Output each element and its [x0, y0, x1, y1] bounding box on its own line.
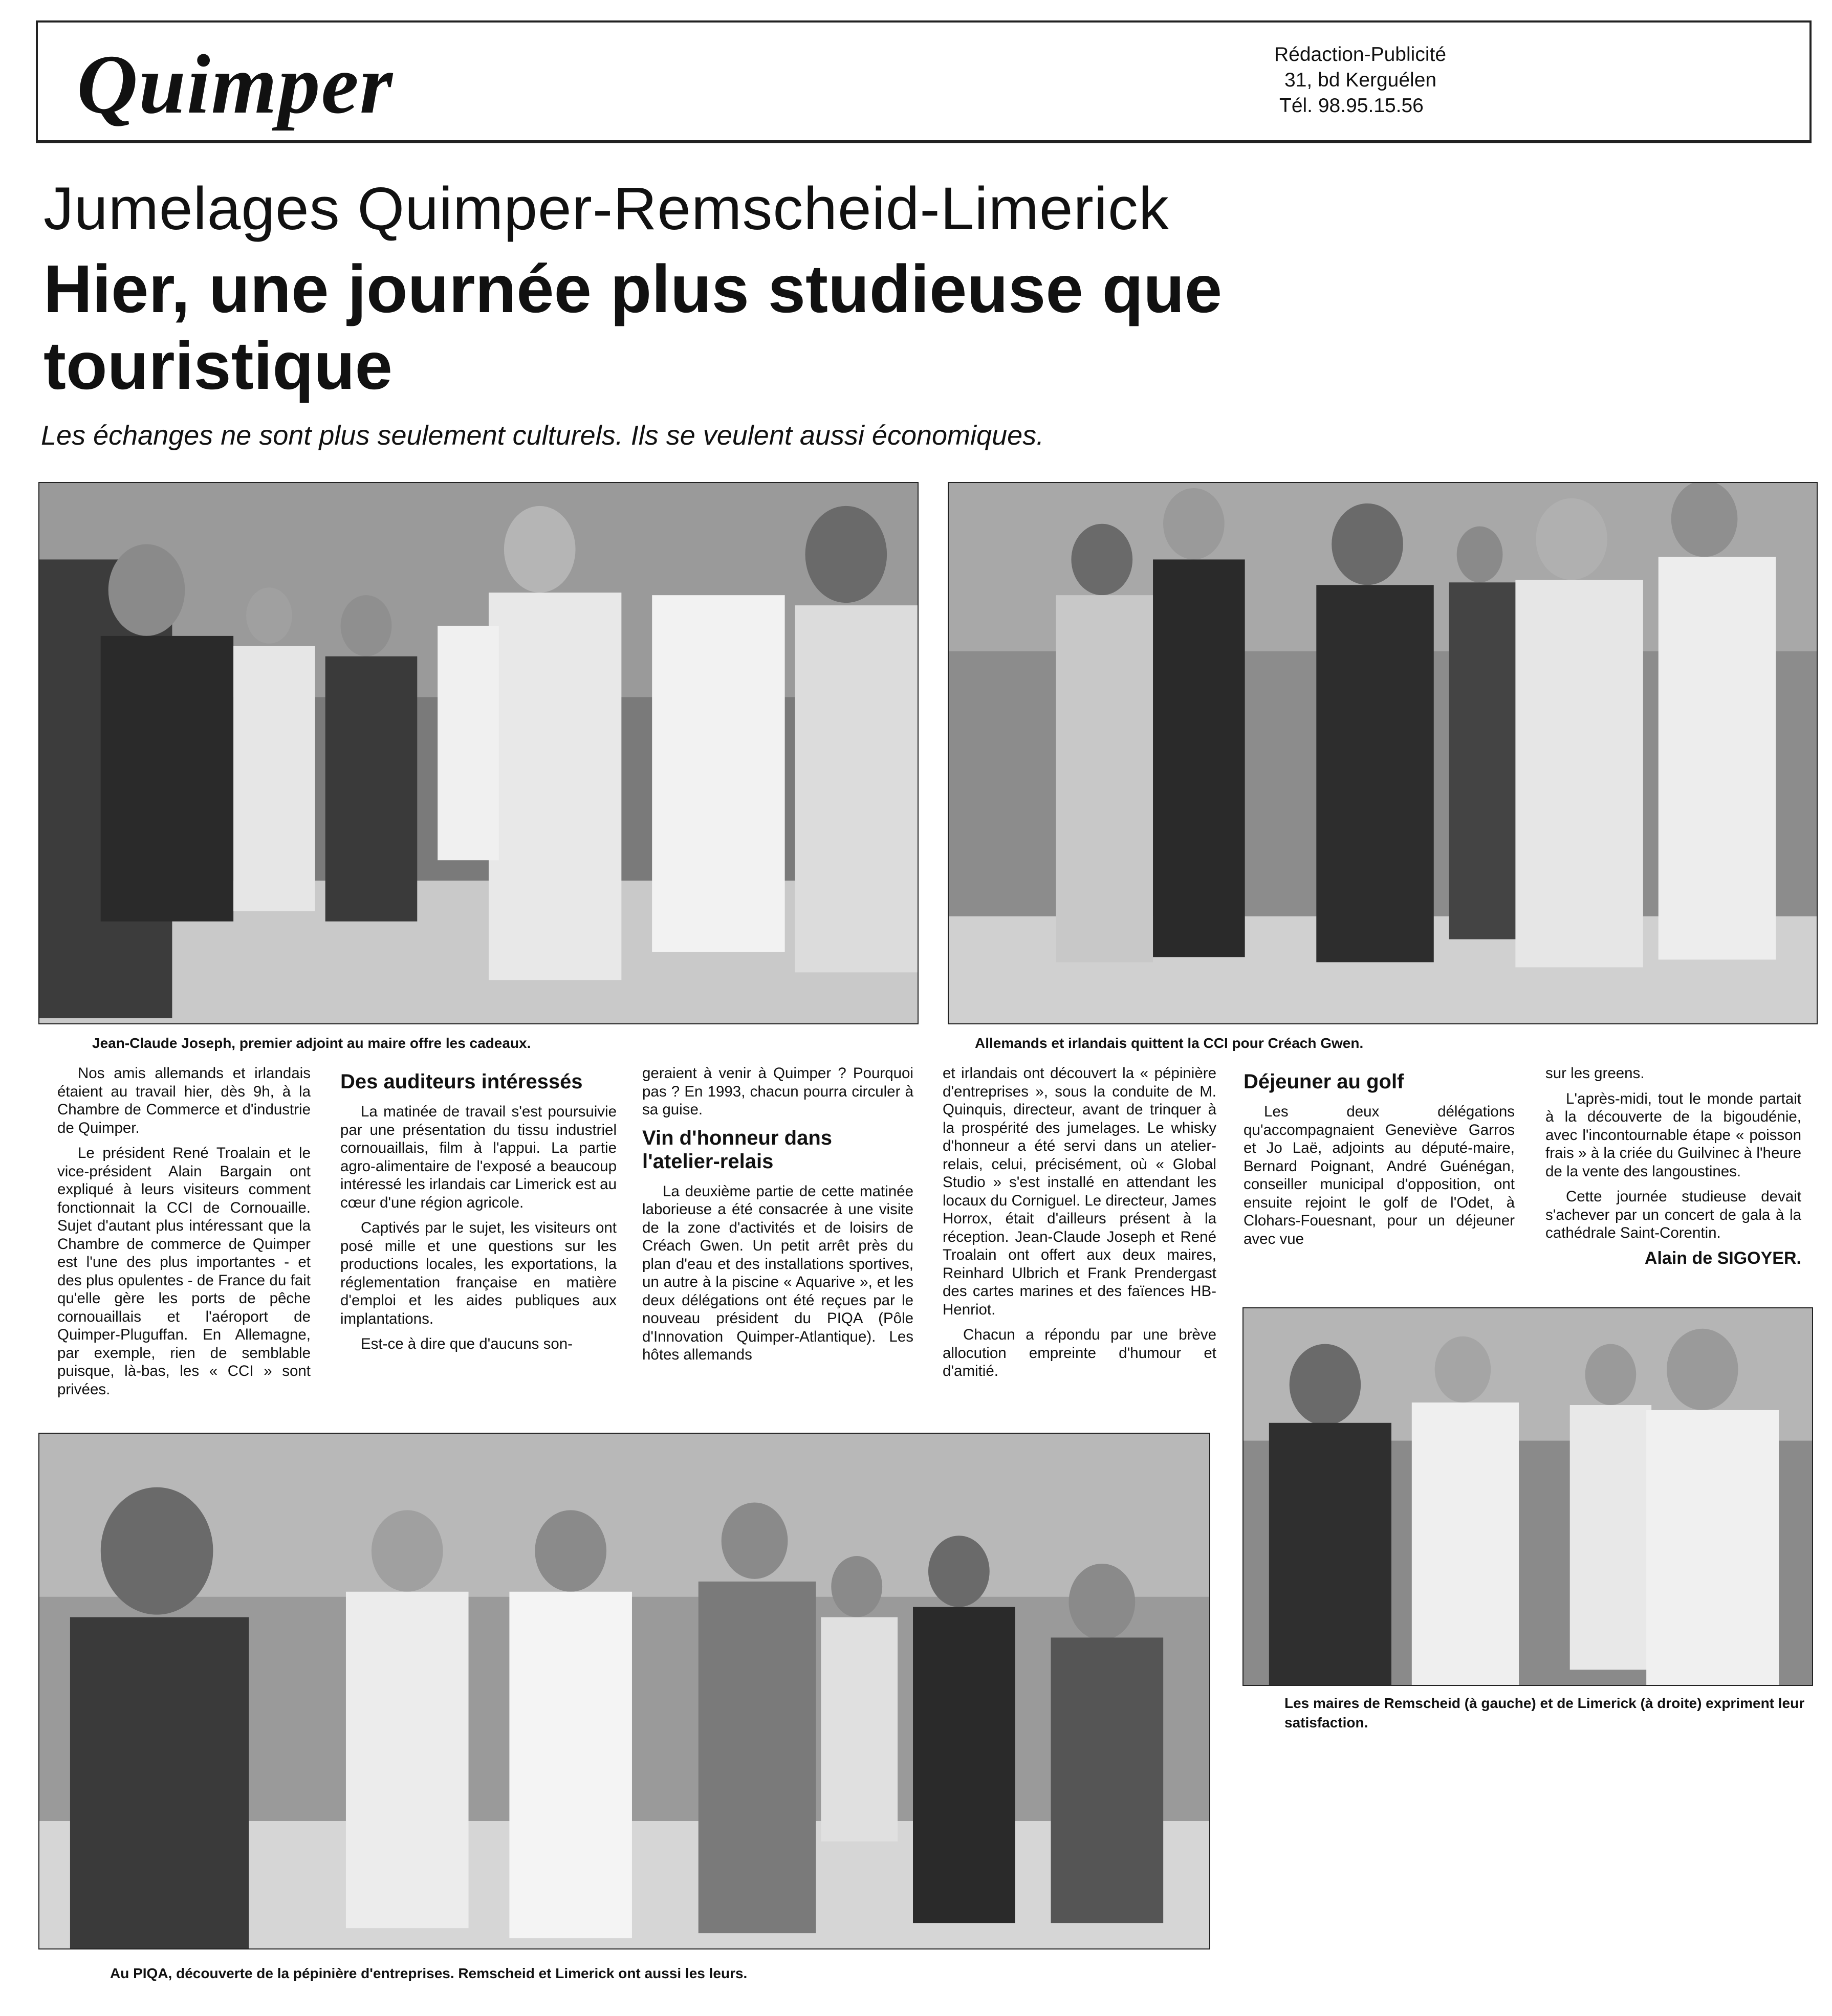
- col6-paragraph-1: sur les greens.: [1545, 1065, 1645, 1082]
- address-line-2: 31, bd Kerguélen: [1284, 69, 1437, 91]
- col1-paragraph-1: Nos amis allemands et irlandais étaient au travail hier, dès 9h, à la Chambre de Commerce et d'industrie de Quimper.: [57, 1065, 311, 1136]
- col3-lead: geraient à venir à Quimper ? Pourquoi pas ? En 1993, chacun pourra circuler à sa guise.: [642, 1065, 913, 1118]
- photo-piqa-visit-image: [39, 1434, 1209, 1948]
- col6-paragraph-3: Cette journée studieuse devait s'achever par un concert de gala à la cathédrale Saint-Corentin.: [1545, 1188, 1801, 1241]
- address-line-1: Rédaction-Publicité: [1274, 43, 1447, 65]
- photo-gift-presentation-image: [39, 483, 918, 1023]
- article-column-6: [1545, 1064, 1801, 1267]
- photo4-caption: Les maires de Remscheid (à gauche) et de Limerick (à droite) expriment leur satisfaction.: [1284, 1695, 1805, 1730]
- col3-subhead: Vin d'honneur dans l'atelier-relais: [642, 1126, 833, 1173]
- col2-paragraph-3: Est-ce à dire que d'aucuns son-: [361, 1335, 573, 1352]
- col4-paragraph-1: et irlandais ont découvert la « pépinière d'entreprises », sous la conduite de M. Quinquis, directeur, avant de trinquer à la prospérité des jumelages. Le whisky d'honneur a été servi dans un atelier-relais, celui, précisément, où « Global Studio » s'est installé en attendant les locaux du Corniguel. Le directeur, James Horrox, était d'ailleurs présent à la réception. Jean-Claude Joseph et René Troalain ont offert aux deux maires, Reinhard Ulbrich et Frank Prendergast des cartes marines et des faïences HB-Henriot.: [943, 1065, 1216, 1318]
- col6-paragraph-2: [1545, 1090, 1801, 1181]
- article-column-5: [1244, 1067, 1515, 1255]
- photo-gift-presentation: [38, 482, 919, 1024]
- photo-piqa-visit: [38, 1433, 1210, 1949]
- article-column-3: [642, 1064, 913, 1371]
- masthead-rule: [36, 140, 1812, 143]
- photo-delegations-leaving: [948, 482, 1818, 1024]
- article-column-1: [57, 1064, 311, 1406]
- photo-delegations-leaving-image: [949, 483, 1817, 1023]
- article-headline: Hier, une journée plus studieuse que touristique: [43, 251, 1223, 403]
- col5-subhead: Déjeuner au golf: [1244, 1070, 1404, 1093]
- col5-paragraph-1: Les deux délégations qu'accompagnaient Geneviève Garros et Jo Laë, adjoints au député-maire, Bernard Poignant, André Guénégan, conseiller municipal d'opposition, ont ensuite rejoint le golf de l'Odet, à Clohars-Fouesnant, pour un déjeuner avec vue: [1244, 1103, 1515, 1247]
- article-column-2: [340, 1067, 617, 1361]
- masthead-address: [1274, 42, 1446, 119]
- article-standfirst: Les échanges ne sont plus seulement culturels. Ils se veulent aussi économiques.: [41, 420, 1044, 451]
- photo2-caption: Allemands et irlandais quittent la CCI pour Créach Gwen.: [975, 1035, 1364, 1051]
- col2-subhead: Des auditeurs intéressés: [340, 1070, 583, 1093]
- photo-mayors-image: [1244, 1308, 1812, 1685]
- col3-paragraph-1: La deuxième partie de cette matinée laborieuse a été consacrée à une visite de la zone d'activités et de loisirs de Créach Gwen. Un petit arrêt près du plan d'eau et des installations sportives, un autre à la piscine « Aquarive », et les deux délégations ont été reçues par le nouveau président du PIQA (Pôle d'Innovation Quimper-Atlantique). Les hôtes allemands: [642, 1182, 913, 1363]
- col1-paragraph-2: Le président René Troalain et le vice-président Alain Bargain ont expliqué à leurs visiteurs comment fonctionnait la CCI de Cornouaille. Sujet d'autant plus intéressant que la Chambre de commerce de Quimper est l'une des plus importantes - et des plus opulentes - de France du fait qu'elle gère les ports de pêche cornouaillais et l'aéroport de Quimper-Pluguffan. En Allemagne, par exemple, rien de semblable puisque, là-bas, les « CCI » sont privées.: [57, 1145, 311, 1398]
- photo-mayors: [1242, 1307, 1813, 1686]
- photo3-caption: Au PIQA, découverte de la pépinière d'entreprises. Remscheid et Limerick ont aussi les leurs.: [110, 1965, 748, 1981]
- photo1-caption: Jean-Claude Joseph, premier adjoint au maire offre les cadeaux.: [92, 1035, 531, 1051]
- article-column-4: [943, 1064, 1216, 1388]
- article-byline: Alain de SIGOYER.: [1644, 1248, 1801, 1268]
- col4-paragraph-2: Chacun a répondu par une brève allocution empreinte d'humour et d'amitié.: [943, 1326, 1216, 1379]
- col2-paragraph-2: Captivés par le sujet, les visiteurs ont posé mille et une questions sur les productions locales, les exportations, la réglementation française en matière d'emploi et les aides publiques aux implantations.: [340, 1219, 617, 1327]
- newspaper-town-title: Quimper: [77, 37, 394, 131]
- col6-paragraph-2-text: L'après-midi, tout le monde partait à la découverte de la bigoudénie, avec l'incontournable étape « poisson frais » à la criée du Guilvinec à l'heure de la vente des langoustines.: [1545, 1090, 1801, 1180]
- article-kicker: Jumelages Quimper-Remscheid-Limerick: [43, 175, 1169, 243]
- col2-paragraph-1: La matinée de travail s'est poursuivie par une présentation du tissu industriel cornouaillais, film à l'appui. La partie agro-alimentaire de l'exposé a beaucoup intéressé les irlandais car Limerick est au cœur d'une région agricole.: [340, 1103, 617, 1211]
- address-line-3: Tél. 98.95.15.56: [1279, 95, 1424, 117]
